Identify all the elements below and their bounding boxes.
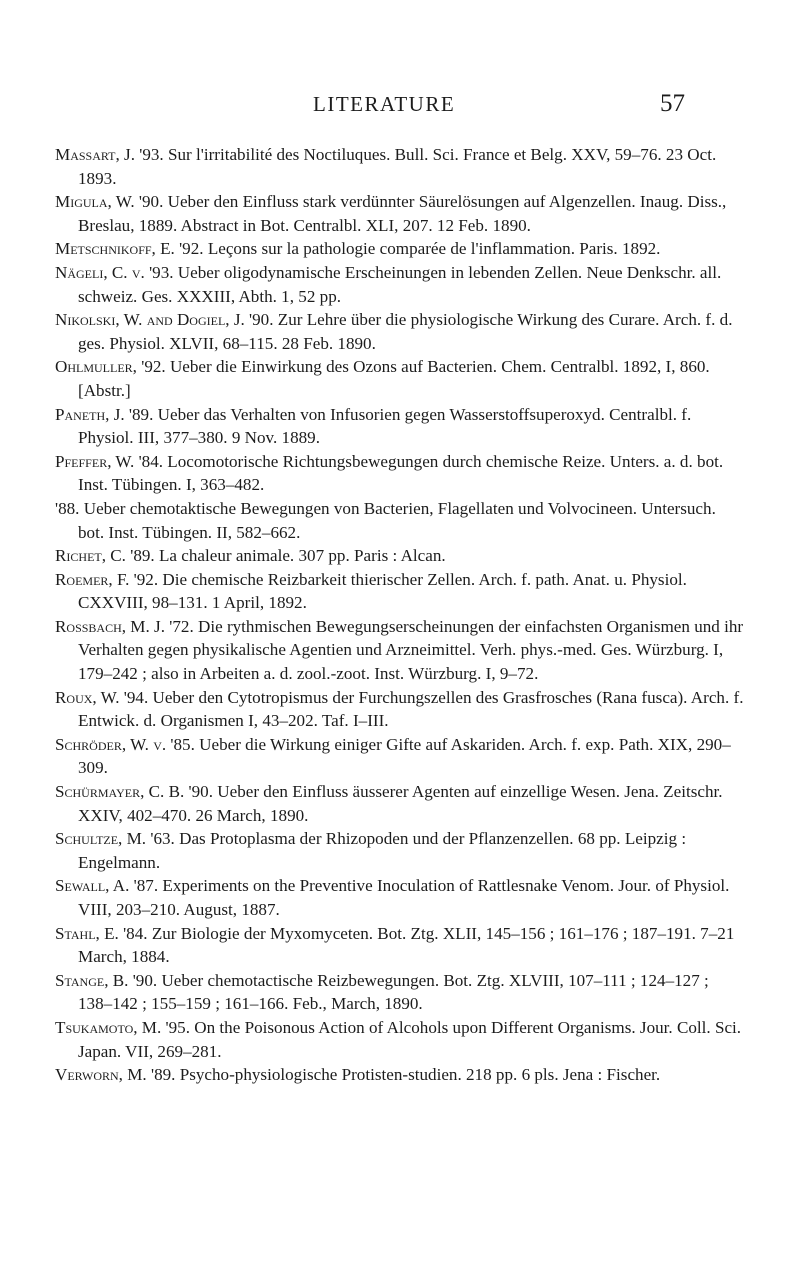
bibliography-entry-continuation xyxy=(55,497,745,544)
entry-text: '85. Ueber die Wirkung einiger Gifte auf Askariden. Arch. f. exp. Path. XIX, 290–309. xyxy=(78,734,731,778)
entry-author: Roemer, F. xyxy=(55,569,130,589)
bibliography-entry xyxy=(55,780,745,827)
page-title: LITERATURE xyxy=(313,92,456,116)
bibliography-entry xyxy=(55,568,745,615)
bibliography-entry xyxy=(55,261,745,308)
entry-text: '90. Ueber chemotactische Reizbewegungen. Bot. Ztg. XLVIII, 107–111 ; 124–127 ; 138–142 ; 155–159 ; 161–166. Feb., March, 1890. xyxy=(78,970,709,1014)
entry-text: '92. Die chemische Reizbarkeit thierischer Zellen. Arch. f. path. Anat. u. Physiol. CXXVIII, 98–131. 1 April, 1892. xyxy=(78,569,687,613)
entry-author: Ohlmuller, xyxy=(55,357,137,377)
entry-author: Nikolski, W. and Dogiel, J. xyxy=(55,310,245,330)
bibliography-entry xyxy=(55,1016,745,1063)
entry-text: '93. Sur l'irritabilité des Noctiluques. Bull. Sci. France et Belg. XXV, 59–76. 23 Oct. 1893. xyxy=(78,145,717,188)
bibliography-entry xyxy=(55,403,745,450)
bibliography-entry xyxy=(55,874,745,921)
entry-author: Rossbach, M. J. xyxy=(55,616,165,636)
entry-author: Pfeffer, W. xyxy=(55,451,135,471)
entry-author: Schultze, M. xyxy=(55,829,147,849)
entry-author: Roux, W. xyxy=(55,687,120,707)
entry-author: Massart, J. xyxy=(55,145,135,164)
entry-text: '84. Zur Biologie der Myxomyceten. Bot. Ztg. XLII, 145–156 ; 161–176 ; 187–191. 7–21 March, 1884. xyxy=(78,923,735,967)
entry-author: Richet, C. xyxy=(55,546,126,566)
entry-text: '93. Ueber oligodynamische Erscheinungen in lebenden Zellen. Neue Denkschr. all. schweiz. Ges. XXXIII, Abth. 1, 52 pp. xyxy=(78,262,722,306)
entry-author: Tsukamoto, M. xyxy=(55,1017,162,1037)
entry-text: '87. Experiments on the Preventive Inoculation of Rattlesnake Venom. Jour. of Physiol. VIII, 203–210. August, 1887. xyxy=(78,876,730,919)
bibliography-entry xyxy=(55,827,745,874)
entry-author: Paneth, J. xyxy=(55,404,125,424)
entry-text: '90. Ueber den Einfluss stark verdünnter Säurelösungen auf Algenzellen. Inaug. Diss., Breslau, 1889. Abstract in Bot. Centralbl. XLI, 207. 12 Feb. 1890. xyxy=(78,192,727,235)
bibliography-entry xyxy=(55,686,745,733)
bibliography-entry xyxy=(55,190,745,237)
entry-author: Stahl, E. xyxy=(55,923,119,943)
running-header xyxy=(313,92,685,122)
bibliography-entry xyxy=(55,237,745,261)
entry-text: '95. On the Poisonous Action of Alcohols upon Different Organisms. Jour. Coll. Sci. Japan. VII, 269–281. xyxy=(78,1017,742,1061)
entry-text: '89. Ueber das Verhalten von Infusorien gegen Wasserstoffsuperoxyd. Centralbl. f. Physiol. III, 377–380. 9 Nov. 1889. xyxy=(78,404,692,448)
entry-text: '88. Ueber chemotaktische Bewegungen von Bacterien, Flagellaten und Volvocineen. Untersuch. bot. Inst. Tübingen. II, 582–662. xyxy=(55,498,716,542)
entry-author: Schröder, W. v. xyxy=(55,734,167,754)
entry-text: '90. Zur Lehre über die physiologische Wirkung des Curare. Arch. f. d. ges. Physiol. XLVII, 68–115. 28 Feb. 1890. xyxy=(78,310,733,353)
entry-text: '89. Psycho-physiologische Protisten-studien. 218 pp. 6 pls. Jena : Fischer. xyxy=(150,1065,661,1085)
entry-text: '92. Leçons sur la pathologie comparée de l'inflammation. Paris. 1892. xyxy=(179,239,661,259)
bibliography-entry xyxy=(55,922,745,969)
bibliography-entry xyxy=(55,143,745,190)
bibliography-entry xyxy=(55,615,745,686)
entry-text: '90. Ueber den Einfluss äusserer Agenten auf einzellige Wesen. Jena. Zeitschr. XXIV, 402–470. 26 March, 1890. xyxy=(78,782,723,825)
bibliography-entry xyxy=(55,544,745,568)
entry-text: '92. Ueber die Einwirkung des Ozons auf Bacterien. Chem. Centralbl. 1892, I, 860. [Abstr.] xyxy=(78,357,710,400)
entry-text: '89. La chaleur animale. 307 pp. Paris : Alcan. xyxy=(130,546,446,566)
entry-author: Nägeli, C. v. xyxy=(55,262,145,282)
entry-text: '72. Die rythmischen Bewegungserscheinungen der einfachsten Organismen und ihr Verhalten gegen physikalische Agentien und Arzneimittel. Verh. phys.-med. Ges. Würzburg. I, 179–242 ; also in Arbeiten a. d. zool.-zoot. Inst. Würzburg. I, 9–72. xyxy=(78,616,744,684)
entry-author: Metschnikoff, E. xyxy=(55,239,175,259)
entry-text: '84. Locomotorische Richtungsbewegungen durch chemische Reize. Unters. a. d. bot. Inst. Tübingen. I, 363–482. xyxy=(78,451,724,495)
entry-author: Migula, W. xyxy=(55,192,135,212)
entry-author: Stange, B. xyxy=(55,970,129,990)
entry-text: '94. Ueber den Cytotropismus der Furchungszellen des Grasfrosches (Rana fusca). Arch. f. Entwick. d. Organismen I, 43–202. Taf. I–III. xyxy=(78,687,744,731)
bibliography-entry xyxy=(55,969,745,1016)
entry-text: '63. Das Protoplasma der Rhizopoden und der Pflanzenzellen. 68 pp. Leipzig : Engelmann. xyxy=(78,829,687,872)
entry-author: Verworn, M. xyxy=(55,1065,147,1085)
bibliography-entry xyxy=(55,355,745,402)
bibliography-entry xyxy=(55,450,745,497)
bibliography-entry xyxy=(55,1063,745,1087)
bibliography-list xyxy=(55,143,745,1087)
bibliography-entry xyxy=(55,733,745,780)
bibliography-entry xyxy=(55,308,745,355)
page-number: 57 xyxy=(660,90,685,117)
entry-author: Sewall, A. xyxy=(55,876,130,896)
entry-author: Schürmayer, C. B. xyxy=(55,782,185,802)
